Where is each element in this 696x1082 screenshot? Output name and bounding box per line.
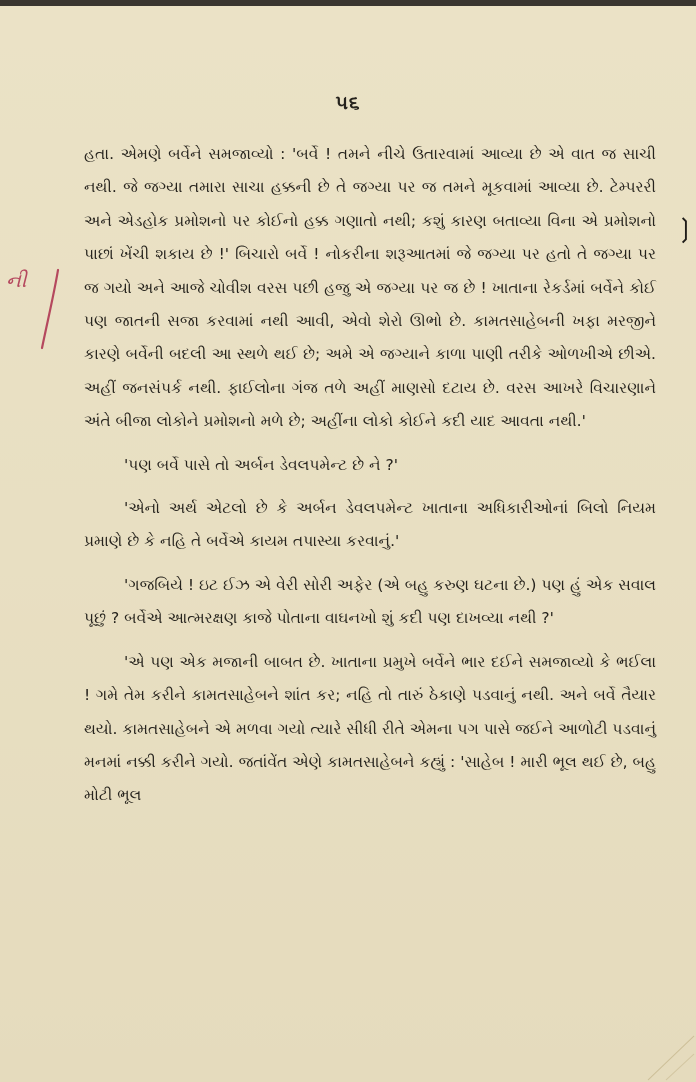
page-corner-crease <box>636 1022 696 1082</box>
paragraph-3: 'એનો અર્થ એટલો છે કે અર્બન ડેવલપમેન્ટ ખાતાના અધિકારીઓનાં બિલો નિયમ પ્રમાણે છે કે નહિ તે બર્વેએ કાયમ તપાસ્યા કરવાનું.' <box>84 499 656 551</box>
paragraph-1: હતા. એમણે બર્વેને સમજાવ્યો : 'બર્વે ! તમને નીચે ઉતારવામાં આવ્યા છે એ વાત જ સાચી નથી. જે જગ્યા તમારા સાચા હક્કની છે તે જગ્યા પર જ તમને મૂકવામાં આવ્યા છે. ટેમ્પરરી અને એડહોક પ્રમોશનો પર કોઈનો હક્ક ગણાતો નથી; કશું કારણ બતાવ્યા વિના એ પ્રમોશનો પાછાં ખેંચી શકાય છે !' બિચારો બર્વે ! નોકરીના શરૂઆતમાં જે જગ્યા પર હતો તે જગ્યા પર જ ગયો અને આજે ચોવીશ વરસ પછી હજુ એ જગ્યા પર જ છે ! ખાતાના રેકર્ડમાં બર્વેને કોઈ પણ જાતની સજા કરવામાં નથી આવી, એવો શેરો ઊભો છે. કામતસાહેબની ખફા મરજીને કારણે બર્વેની બદલી આ સ્થળે થઈ છે; અમે એ જગ્યાને કાળા પાણી તરીકે ઓળખીએ છીએ. અહીં જનસંપર્ક નથી. ફાઈલોના ગંજ તળે અહીં માણસો દટાય છે. વરસ આખરે વિચારણાને અંતે બીજા લોકોને પ્રમોશનો મળે છે; અહીંના લોકો કોઈને કદી યાદ આવતા નથી.' <box>84 145 656 431</box>
body-text <box>84 138 656 813</box>
paragraph-4: 'ગજબિયે ! ઇટ ઈઝ એ વેરી સોરી અફેર (એ બહુ કરુણ ઘટના છે.) પણ હું એક સવાલ પૂછું ? બર્વેએ આત્મરક્ષણ કાજે પોતાના વાઘનખો શું કદી પણ દાખવ્યા નથી ?' <box>84 575 656 628</box>
margin-note-text: ની <box>6 268 27 292</box>
page-number: ૫૬ <box>335 92 361 114</box>
paragraph-5: 'એ પણ એક મજાની બાબત છે. ખાતાના પ્રમુખે બર્વેને ભાર દઈને સમજાવ્યો કે ભઈલા ! ગમે તેમ કરીને કામતસાહેબને શાંત કર; નહિ તો તારું ઠેકાણે પડવાનું નથી. અને બર્વે તૈયાર થયો. કામતસાહેબને એ મળવા ગયો ત્યારે સીધી રીતે એમના પગ પાસે જઈને આળોટી પડવાનું મનમાં નક્કી કરીને ગયો. જતાંવેંત એણે કામતસાહેબને કહ્યું : 'સાહેબ ! મારી ભૂલ થઈ છે, બહુ મોટી ભૂલ <box>84 652 656 805</box>
right-margin-bracket: ❳ <box>674 214 696 244</box>
paragraph-2: 'પણ બર્વે પાસે તો અર્બન ડેવલપમેન્ટ છે ને ?' <box>124 455 398 474</box>
page-top-edge <box>0 0 696 6</box>
handwritten-margin-note <box>6 264 66 354</box>
